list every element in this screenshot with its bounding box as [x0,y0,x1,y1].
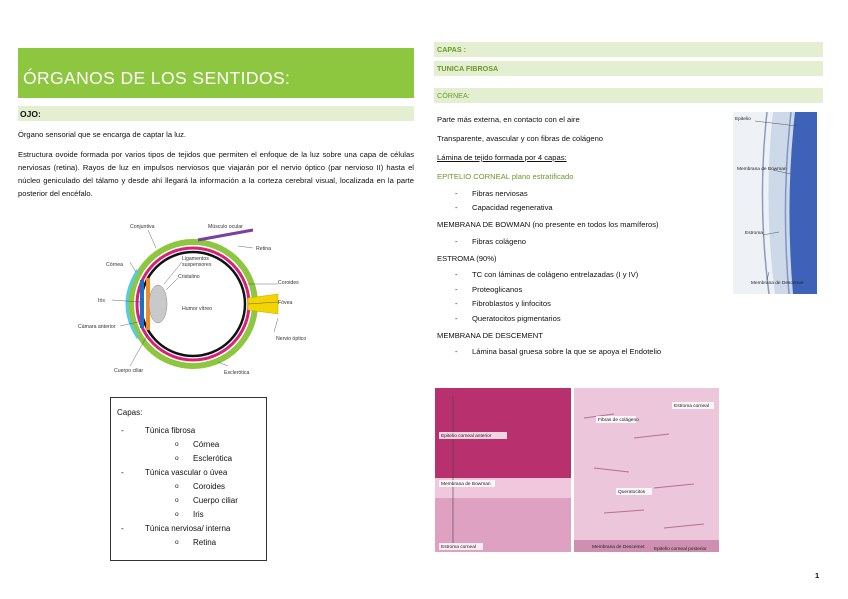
sublayer-label: Córnea [193,439,220,449]
dash-bullet: - [455,270,458,280]
band-capas [434,42,823,57]
left-column [18,48,414,200]
layer-tunica-fibrosa [117,423,260,437]
sublayer-coroides [117,479,260,493]
circle-bullet: o [175,538,179,546]
sublayer-cuerpo-ciliar [117,493,260,507]
circle-bullet: o [175,454,179,462]
cornea-micrograph [733,112,817,294]
lens-shape [149,285,167,323]
label-musculo-ocular: Músculo ocular [208,224,243,230]
cornea-description [437,110,727,359]
label-suspensores: suspensores [182,262,212,268]
label-epitelio-corneal-anterior: Epitelio corneal anterior [441,434,492,439]
layer-tunica-nerviosa [117,521,260,535]
layer-label: Túnica fibrosa [145,425,196,435]
layer-tunica-vascular [117,465,260,479]
page-title: ÓRGANOS DE LOS SENTIDOS: [23,68,291,88]
text-line: Transparente, avascular y con fibras de colágeno [437,134,604,143]
sublayer-iris [117,507,260,521]
sublayer-label: Cuerpo ciliar [193,495,238,505]
band-label: TUNICA FIBROSA [437,64,499,73]
dash-bullet: - [121,467,124,477]
bullet-item [437,297,727,312]
section-heading: OJO: [20,108,41,119]
bullet-item [437,268,727,283]
label-estroma: Estroma [745,231,763,236]
sublayer-label: Esclerótica [193,453,233,463]
label-epitelio-corneal-posterior: Epitelio corneal posterior [654,547,707,552]
dash-bullet: - [455,347,458,357]
bullet-item [437,201,727,216]
sublayer-label: Retina [193,537,217,547]
circle-bullet: o [175,496,179,504]
bullet-label: Fibras colágeno [472,236,527,246]
sublayer-esclerotica [117,451,260,465]
sublayer-cornea [117,437,260,451]
histology-background [574,388,719,552]
label-membrana-bowman: Membrana de Bowman [737,167,787,172]
bullet-label: TC con láminas de colágeno entrelazadas (I y IV) [472,270,639,280]
bullet-item [437,282,727,297]
label-membrana-bowman-hist: Membrana de Bowman [441,482,491,487]
bullet-label: Queratocitos pigmentarios [472,313,561,323]
label-ligamentos: Ligamentos [182,256,209,262]
sublayer-retina [117,535,260,549]
dash-bullet: - [455,284,458,294]
bullet-label: Fibroblastos y linfocitos [472,299,551,309]
label-estroma-corneal-1: Estroma corneal [441,545,476,550]
dash-bullet: - [121,523,124,533]
section-band-ojo [18,106,414,121]
label-cristalino: Cristalino [178,274,200,280]
bullet-label: Capacidad regenerativa [472,203,553,213]
label-membrana-descemet-hist: Membrana de Descemet [592,545,645,550]
dash-bullet: - [455,299,458,309]
label-estroma-corneal-2: Estroma corneal [674,404,709,409]
text-line: Parte más externa, en contacto con el aire [437,115,580,124]
bullet-item [437,186,727,201]
label-fibras-colageno: Fibras de colágeno [598,418,639,423]
layers-box [110,397,267,561]
label-coroides: Coroides [278,280,299,286]
sublayer-label: Coroides [193,481,226,491]
text-line-underlined: Lámina de tejido formada por 4 capas: [437,153,567,162]
epithelium-region [789,112,817,294]
label-nervio-optico: Nervio óptico [276,336,307,342]
layers-heading: Capas: [117,408,143,417]
page-number: 1 [815,571,820,580]
heading-descemet: MEMBRANA DE DESCEMENT [437,330,543,340]
dash-bullet: - [455,236,458,246]
circle-bullet: o [175,482,179,490]
bullet-label: Proteoglicanos [472,284,523,294]
band-label: CAPAS : [437,45,467,54]
label-camara-anterior: Cámara anterior [78,324,116,330]
band-cornea [434,88,823,103]
label-iris: Iris [98,298,105,304]
label-conjuntiva: Conjuntiva [130,224,155,230]
intro-paragraph: Órgano sensorial que se encarga de captar la luz. [18,130,187,139]
label-humor-vitreo: Humor vítreo [182,306,212,312]
band-tunica-fibrosa [434,61,823,76]
label-membrana-descemet: Membrana de Descemet [751,281,804,286]
heading-epitelio: EPITELIO CORNEAL plano estratificado [437,172,574,181]
eye-diagram [78,222,308,380]
circle-bullet: o [175,440,179,448]
label-queratocitos: Queratocitos [618,490,646,495]
label-fovea: Fóvea [278,300,293,306]
dash-bullet: - [455,188,458,198]
histology-image-posterior [574,388,719,552]
label-cuerpo-ciliar: Cuerpo ciliar [114,368,144,374]
dash-bullet: - [121,425,124,435]
heading-estroma: ESTROMA (90%) [437,253,497,263]
description-paragraph: Estructura ovoide formada por varios tipos de tejidos que permiten el enfoque de la luz sobre una capa de células nerviosas (retina). Rayos de luz en impulsos nerviosos que viajarán por el nervio óptico (par nervioso II) hasta el núcleo geniculado del tálamo y desde ahí llegará la información a la corteza cerebral visual, localizada en la parte posterior del encéfalo. [18,150,414,198]
eye-muscle-shape [198,230,253,240]
layer-label: Túnica nerviosa/ interna [145,523,231,533]
label-retina: Retina [256,246,271,252]
bullet-label: Fibras nerviosas [472,188,528,198]
bullet-item [437,311,727,326]
circle-bullet: o [175,510,179,518]
sublayer-label: Iris [193,509,204,519]
title-banner [18,48,414,98]
right-column-bands [434,42,823,103]
band-label: CÓRNEA: [437,91,470,100]
label-esclerotica: Esclerótica [224,370,250,376]
label-cornea: Córnea [106,262,124,268]
histology-image-anterior [435,388,571,552]
layer-label: Túnica vascular o úvea [145,467,228,477]
label-epitelio: Epitelio [735,117,751,122]
bullet-item [437,345,727,360]
dash-bullet: - [455,203,458,213]
bullet-item [437,234,727,249]
dash-bullet: - [455,313,458,323]
heading-bowman: MEMBRANA DE BOWMAN (no presente en todos los mamíferos) [437,220,659,229]
bullet-label: Lámina basal gruesa sobre la que se apoya el Endotelio [472,347,662,357]
